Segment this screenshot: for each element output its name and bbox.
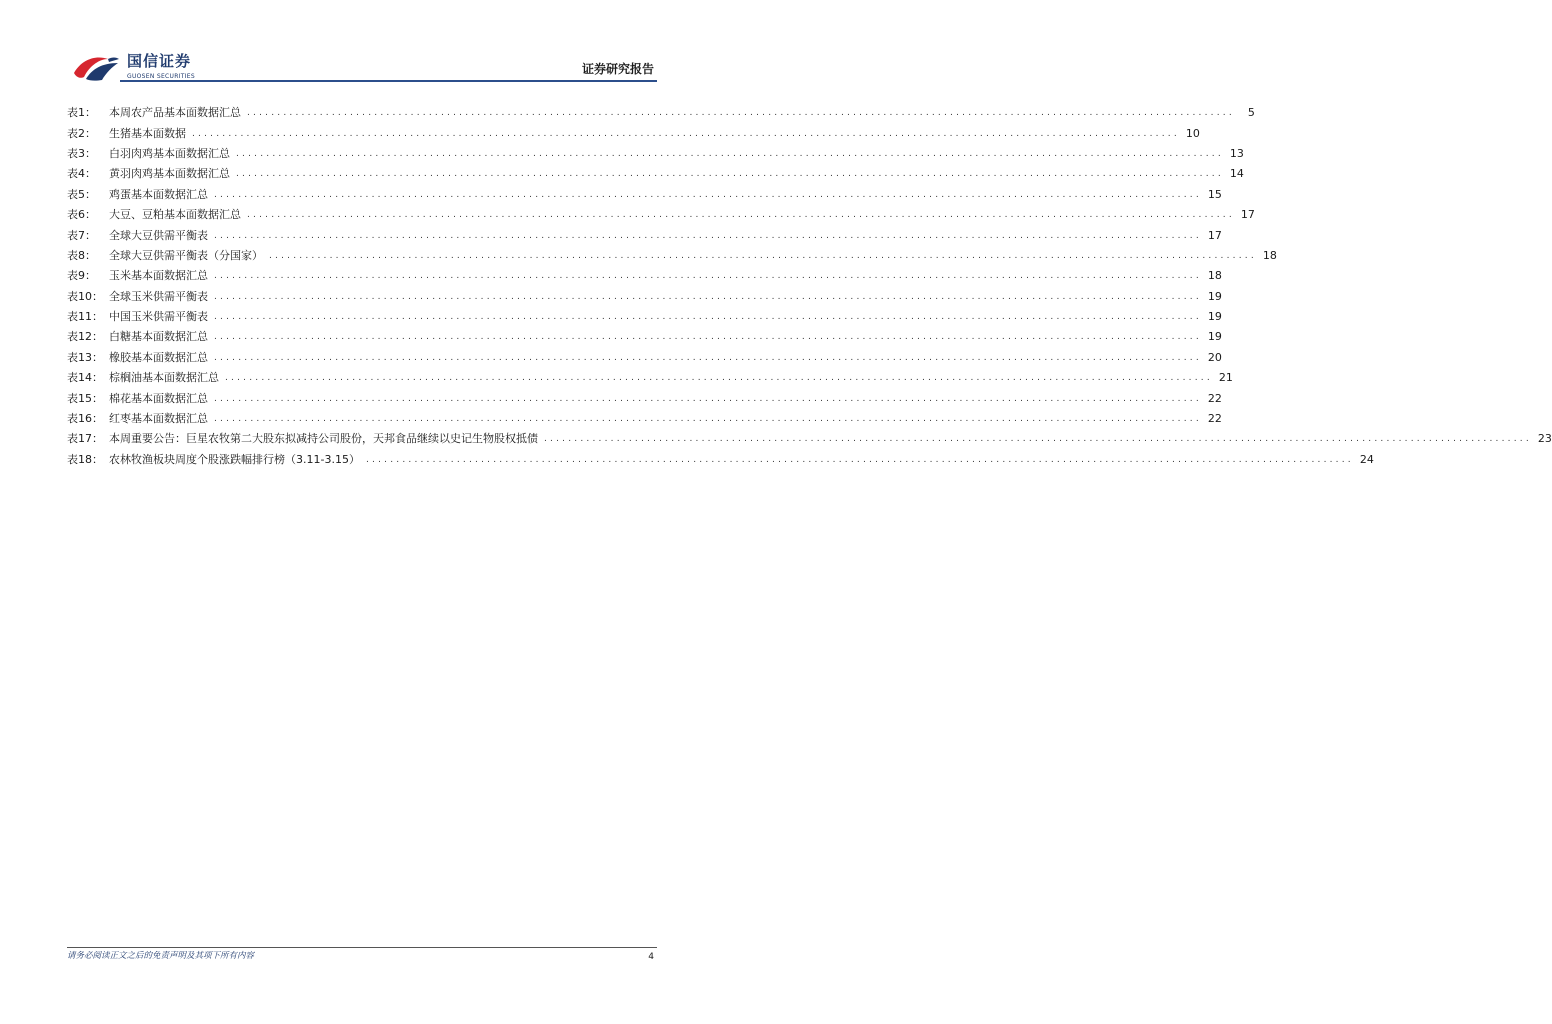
report-type-label: 证券研究报告 [581,62,654,76]
toc-entry-label: 表10： [67,289,103,303]
footer-disclaimer: 请务必阅读正文之后的免责声明及其项下所有内容 [67,951,255,961]
guosen-logo-icon [72,53,120,81]
toc-dot-leader: ................................................................................................................................................................... [247,108,1235,119]
toc-entry-label: 表5： [67,187,96,201]
toc-entry-label: 表12： [67,330,103,344]
toc-entry[interactable] [67,409,1222,429]
toc-entry-title: 棕榈油基本面数据汇总 [109,371,219,385]
toc-entry-title: 橡胶基本面数据汇总 [109,350,208,364]
toc-entry-label: 表16： [67,412,103,426]
toc-entry-page: 13 [1229,146,1244,160]
toc-dot-leader: ................................................................................................................................................................... [214,189,1202,200]
footer-divider [67,947,657,948]
toc-dot-leader: ................................................................................................................................................................... [214,414,1202,425]
toc-entry-page: 14 [1229,167,1244,181]
toc-entry-title: 本周农产品基本面数据汇总 [109,106,241,120]
toc-entry-label: 表9： [67,269,96,283]
table-list [67,103,1552,470]
toc-entry[interactable] [67,450,1374,470]
toc-entry-title: 中国玉米供需平衡表 [109,310,208,324]
toc-entry[interactable] [67,185,1222,205]
toc-entry-page: 17 [1240,208,1255,222]
toc-dot-leader: ................................................................................................................................................................... [214,291,1202,302]
toc-entry-page: 10 [1185,126,1200,140]
toc-entry-label: 表17： [67,432,103,446]
toc-entry-title: 全球大豆供需平衡表 [109,228,208,242]
toc-entry-title: 棉花基本面数据汇总 [109,391,208,405]
toc-dot-leader: ................................................................................................................................................................... [269,250,1257,261]
toc-entry[interactable] [67,266,1222,286]
toc-entry-title: 白羽肉鸡基本面数据汇总 [109,146,230,160]
toc-entry[interactable] [67,388,1222,408]
toc-entry-label: 表8： [67,248,96,262]
toc-dot-leader: ................................................................................................................................................................... [247,210,1235,221]
toc-dot-leader: ................................................................................................................................................................... [544,434,1532,445]
toc-entry-title: 全球玉米供需平衡表 [109,289,208,303]
toc-entry-title: 鸡蛋基本面数据汇总 [109,187,208,201]
toc-entry-label: 表2： [67,126,96,140]
brand-name-en: GUOSEN SECURITIES [127,73,196,80]
brand-name-cn: 国信证券 [127,52,192,70]
toc-dot-leader: ................................................................................................................................................................... [236,169,1224,180]
toc-entry-page: 20 [1207,350,1222,364]
toc-entry[interactable] [67,307,1222,327]
toc-entry-label: 表3： [67,146,96,160]
header-divider [120,80,657,82]
toc-entry-label: 表7： [67,228,96,242]
toc-entry-page: 19 [1207,330,1222,344]
toc-entry-title: 白糖基本面数据汇总 [109,330,208,344]
toc-entry-title: 玉米基本面数据汇总 [109,269,208,283]
toc-entry-page: 15 [1207,187,1222,201]
toc-entry[interactable] [67,246,1277,266]
toc-entry-title: 生猪基本面数据 [109,126,186,140]
toc-entry-label: 表11： [67,310,103,324]
toc-entry-page: 22 [1207,412,1222,426]
toc-entry[interactable] [67,368,1233,388]
toc-dot-leader: ................................................................................................................................................................... [214,312,1202,323]
toc-entry-page: 19 [1207,289,1222,303]
toc-dot-leader: ................................................................................................................................................................... [214,230,1202,241]
toc-entry-page: 18 [1262,248,1277,262]
toc-entry-label: 表13： [67,350,103,364]
toc-entry[interactable] [67,225,1222,245]
toc-entry-page: 22 [1207,391,1222,405]
toc-entry[interactable] [67,429,1552,449]
toc-entry-page: 19 [1207,310,1222,324]
toc-dot-leader: ................................................................................................................................................................... [365,454,1354,465]
toc-entry-label: 表14： [67,371,103,385]
toc-entry-title: 黄羽肉鸡基本面数据汇总 [109,167,230,181]
toc-entry-title: 大豆、豆粕基本面数据汇总 [109,208,241,222]
page-number: 4 [648,952,654,962]
toc-dot-leader: ................................................................................................................................................................... [225,373,1213,384]
toc-entry-page: 5 [1247,106,1255,120]
toc-dot-leader: ................................................................................................................................................................... [214,352,1202,363]
toc-dot-leader: ................................................................................................................................................................... [214,393,1202,404]
toc-entry[interactable] [67,123,1200,143]
toc-entry-page: 17 [1207,228,1222,242]
toc-dot-leader: ................................................................................................................................................................... [214,332,1202,343]
toc-entry-page: 18 [1207,269,1222,283]
toc-dot-leader: ................................................................................................................................................................... [214,271,1202,282]
toc-entry[interactable] [67,103,1255,123]
toc-entry[interactable] [67,164,1244,184]
toc-entry[interactable] [67,144,1244,164]
toc-entry[interactable] [67,205,1255,225]
toc-dot-leader: ................................................................................................................................................................... [236,148,1224,159]
toc-entry-page: 24 [1359,452,1374,466]
toc-entry-title: 红枣基本面数据汇总 [109,412,208,426]
toc-entry-page: 21 [1218,371,1233,385]
toc-dot-leader: ................................................................................................................................................................... [192,128,1180,139]
toc-entry[interactable] [67,348,1222,368]
toc-entry-label: 表6： [67,208,96,222]
toc-entry-label: 表1： [67,106,96,120]
toc-entry-label: 表4： [67,167,96,181]
toc-entry[interactable] [67,327,1222,347]
toc-entry-page: 23 [1537,432,1552,446]
toc-entry[interactable] [67,287,1222,307]
toc-entry-label: 表18： [67,452,103,466]
toc-entry-title: 全球大豆供需平衡表（分国家） [109,248,263,262]
toc-entry-title: 农林牧渔板块周度个股涨跌幅排行榜（3.11-3.15） [109,452,360,466]
toc-entry-title: 本周重要公告：巨星农牧第二大股东拟减持公司股份，天邦食品继续以史记生物股权抵债 [109,432,538,446]
toc-entry-label: 表15： [67,391,103,405]
